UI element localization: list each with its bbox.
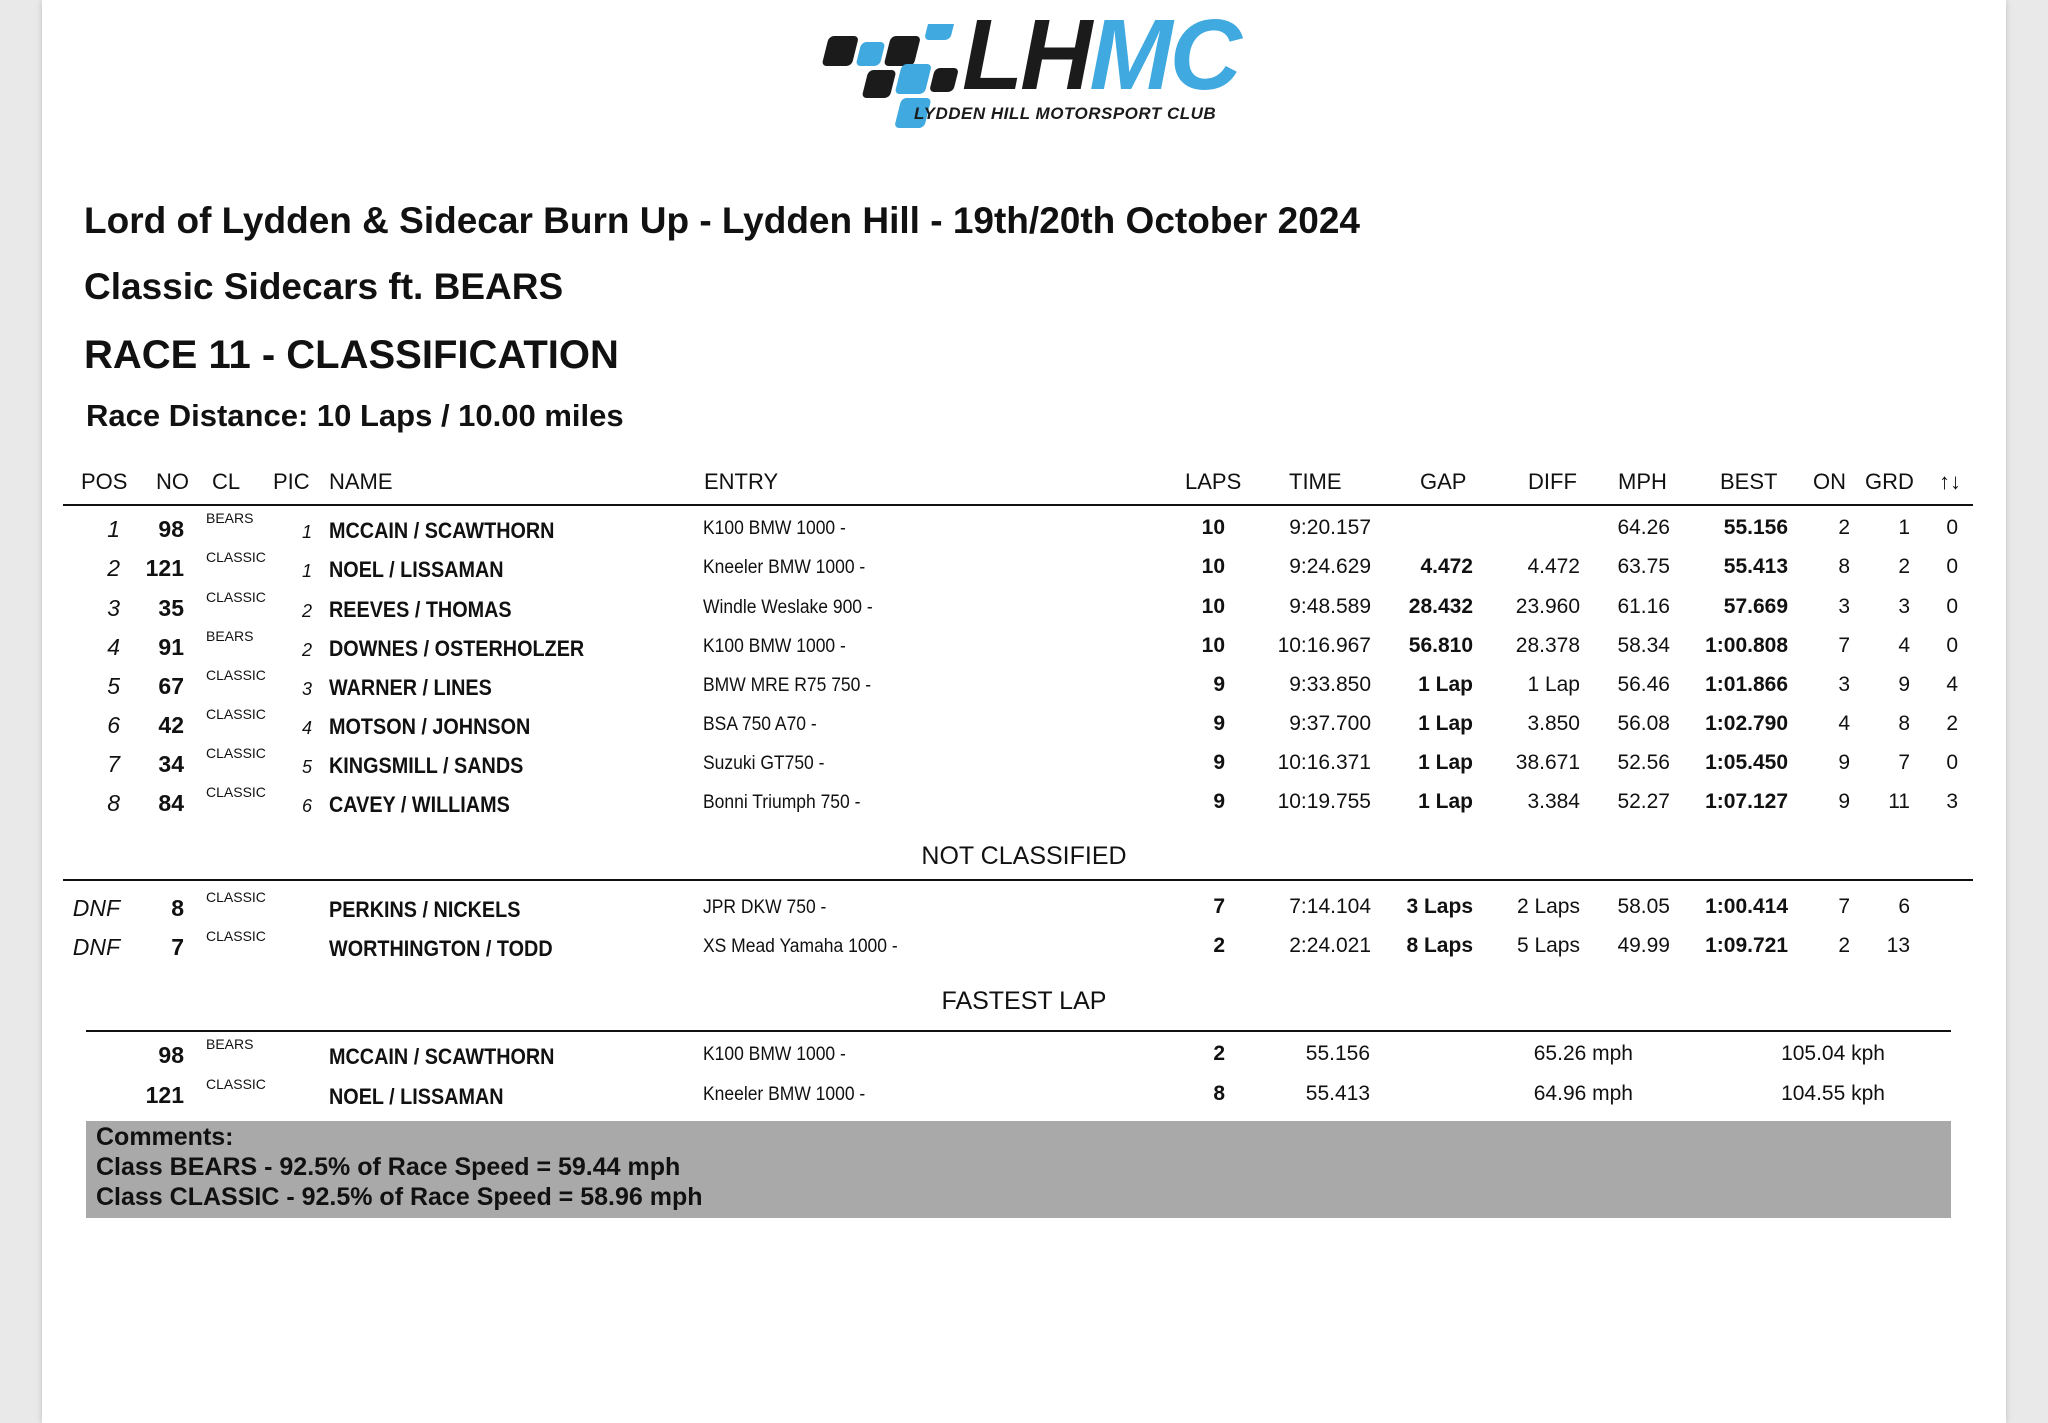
no-cell: 8 — [171, 895, 184, 921]
header-best: BEST — [1720, 469, 1778, 494]
laps-cell: 9 — [1213, 790, 1225, 813]
no-cell: 98 — [158, 516, 184, 542]
header-cl: CL — [212, 469, 241, 494]
on-cell: 2 — [1838, 516, 1850, 539]
header-no: NO — [156, 469, 189, 494]
grd-cell: 1 — [1898, 516, 1910, 539]
pos-cell: DNF — [72, 934, 120, 960]
table-row[interactable] — [0, 889, 2048, 925]
laps-cell: 10 — [1201, 595, 1225, 618]
diff-cell: 1 Lap — [1527, 673, 1580, 696]
gap-cell: 56.810 — [1408, 634, 1473, 657]
moves-cell: 2 — [1946, 712, 1958, 735]
class-cell: CLASSIC — [206, 549, 266, 565]
laps-cell: 9 — [1213, 673, 1225, 696]
header-name: NAME — [329, 469, 393, 494]
gap-cell: 3 Laps — [1406, 895, 1473, 918]
name-cell: REEVES / THOMAS — [329, 597, 512, 622]
header-on: ON — [1813, 469, 1846, 494]
header-time: TIME — [1289, 469, 1342, 494]
race-title: RACE 11 - CLASSIFICATION — [84, 333, 619, 377]
no-cell: 67 — [158, 673, 184, 699]
pic-cell: 3 — [301, 679, 312, 699]
time-cell: 55.156 — [1305, 1042, 1370, 1065]
pos-cell: DNF — [72, 895, 120, 921]
time-cell: 9:48.589 — [1289, 595, 1371, 618]
laps-cell: 10 — [1201, 555, 1225, 578]
table-row[interactable] — [0, 667, 2048, 703]
table-row[interactable] — [0, 510, 2048, 546]
comment-line-bears: Class BEARS - 92.5% of Race Speed = 59.44 mph — [96, 1153, 681, 1181]
lap-cell: 8 — [1213, 1082, 1225, 1105]
best-cell: 55.156 — [1723, 516, 1788, 539]
grd-cell: 6 — [1898, 895, 1910, 918]
time-cell: 10:16.967 — [1277, 634, 1371, 657]
gap-cell: 1 Lap — [1418, 712, 1473, 735]
best-cell: 55.413 — [1723, 555, 1788, 578]
mph-cell: 56.08 — [1617, 712, 1670, 735]
header-divider — [63, 504, 1973, 506]
pic-cell: 2 — [301, 601, 312, 621]
mph-cell: 63.75 — [1617, 555, 1670, 578]
pos-cell: 6 — [107, 712, 120, 738]
entry-cell: JPR DKW 750 - — [703, 897, 827, 918]
club-logo — [820, 0, 1240, 130]
pic-cell: 5 — [301, 757, 312, 777]
best-cell: 57.669 — [1723, 595, 1788, 618]
header-pic: PIC — [273, 469, 310, 494]
name-cell: MOTSON / JOHNSON — [329, 714, 531, 739]
entry-cell: Windle Weslake 900 - — [703, 597, 873, 618]
on-cell: 3 — [1838, 673, 1850, 696]
header-diff: DIFF — [1528, 469, 1577, 494]
time-cell: 9:24.629 — [1289, 555, 1371, 578]
table-row[interactable] — [0, 784, 2048, 820]
grd-cell: 7 — [1898, 751, 1910, 774]
mph-cell: 64.26 — [1617, 516, 1670, 539]
laps-cell: 10 — [1201, 516, 1225, 539]
grd-cell: 3 — [1898, 595, 1910, 618]
name-cell: DOWNES / OSTERHOLZER — [329, 636, 585, 661]
table-row[interactable] — [0, 745, 2048, 781]
grd-cell: 13 — [1886, 934, 1910, 957]
comment-line-classic: Class CLASSIC - 92.5% of Race Speed = 58.96 mph — [96, 1183, 703, 1211]
pos-cell: 1 — [107, 516, 120, 542]
pic-cell: 6 — [301, 796, 312, 816]
entry-cell: K100 BMW 1000 - — [703, 1044, 846, 1065]
diff-cell: 4.472 — [1527, 555, 1580, 578]
mph-cell: 52.56 — [1617, 751, 1670, 774]
entry-cell: XS Mead Yamaha 1000 - — [703, 936, 898, 957]
moves-cell: 0 — [1946, 516, 1958, 539]
pic-cell: 1 — [301, 561, 312, 581]
on-cell: 3 — [1838, 595, 1850, 618]
entry-cell: K100 BMW 1000 - — [703, 518, 846, 539]
not-classified-label: NOT CLASSIFIED — [921, 842, 1127, 870]
mph-cell: 58.34 — [1617, 634, 1670, 657]
moves-cell: 0 — [1946, 634, 1958, 657]
mph-cell: 64.96 mph — [1533, 1082, 1633, 1105]
no-cell: 34 — [158, 751, 184, 777]
on-cell: 7 — [1838, 634, 1850, 657]
best-cell: 1:05.450 — [1705, 751, 1788, 774]
entry-cell: Bonni Triumph 750 - — [703, 792, 861, 813]
gap-cell: 1 Lap — [1418, 790, 1473, 813]
name-cell: MCCAIN / SCAWTHORN — [329, 1044, 555, 1069]
name-cell: WARNER / LINES — [329, 675, 492, 700]
diff-cell: 28.378 — [1515, 634, 1580, 657]
class-title: Classic Sidecars ft. BEARS — [84, 266, 564, 307]
pic-cell: 1 — [301, 522, 312, 542]
on-cell: 9 — [1838, 751, 1850, 774]
header-gap: GAP — [1420, 469, 1467, 494]
class-cell: CLASSIC — [206, 889, 266, 905]
name-cell: PERKINS / NICKELS — [329, 897, 521, 922]
no-cell: 121 — [145, 1082, 184, 1108]
time-cell: 55.413 — [1305, 1082, 1370, 1105]
diff-cell: 3.850 — [1527, 712, 1580, 735]
name-cell: NOEL / LISSAMAN — [329, 1084, 504, 1109]
table-row[interactable] — [0, 1076, 2048, 1112]
no-cell: 42 — [158, 712, 184, 738]
diff-cell: 3.384 — [1527, 790, 1580, 813]
best-cell: 1:09.721 — [1705, 934, 1788, 957]
entry-cell: BSA 750 A70 - — [703, 714, 817, 735]
comments-heading: Comments: — [96, 1123, 234, 1151]
class-cell: BEARS — [206, 628, 254, 644]
header-entry: ENTRY — [704, 469, 779, 494]
lap-cell: 2 — [1213, 1042, 1225, 1065]
moves-cell: 0 — [1946, 555, 1958, 578]
logo-text-blue: MC — [1089, 0, 1239, 111]
grd-cell: 11 — [1888, 790, 1910, 813]
on-cell: 8 — [1838, 555, 1850, 578]
fastest-lap-divider — [86, 1030, 1951, 1032]
gap-cell: 1 Lap — [1418, 751, 1473, 774]
comments-box — [86, 1121, 1951, 1218]
on-cell: 2 — [1838, 934, 1850, 957]
header-mph: MPH — [1618, 469, 1667, 494]
mph-cell: 56.46 — [1617, 673, 1670, 696]
entry-cell: Suzuki GT750 - — [703, 753, 825, 774]
name-cell: MCCAIN / SCAWTHORN — [329, 518, 555, 543]
gap-cell: 28.432 — [1408, 595, 1473, 618]
class-cell: CLASSIC — [206, 1076, 266, 1092]
class-cell: CLASSIC — [206, 706, 266, 722]
diff-cell: 2 Laps — [1516, 895, 1580, 918]
table-row[interactable] — [0, 928, 2048, 964]
best-cell: 1:01.866 — [1705, 673, 1788, 696]
time-cell: 9:33.850 — [1289, 673, 1371, 696]
moves-cell: 3 — [1946, 790, 1958, 813]
pos-cell: 7 — [107, 751, 120, 777]
time-cell: 9:37.700 — [1289, 712, 1371, 735]
no-cell: 7 — [171, 934, 184, 960]
class-cell: CLASSIC — [206, 667, 266, 683]
time-cell: 10:16.371 — [1277, 751, 1371, 774]
moves-cell: 4 — [1946, 673, 1958, 696]
on-cell: 9 — [1838, 790, 1850, 813]
class-cell: BEARS — [206, 1036, 254, 1052]
time-cell: 7:14.104 — [1289, 895, 1371, 918]
grd-cell: 9 — [1898, 673, 1910, 696]
pos-cell: 3 — [107, 595, 120, 621]
pic-cell: 2 — [301, 640, 312, 660]
mph-cell: 65.26 mph — [1533, 1042, 1633, 1065]
kph-cell: 105.04 kph — [1781, 1042, 1885, 1065]
kph-cell: 104.55 kph — [1781, 1082, 1885, 1105]
laps-cell: 7 — [1213, 895, 1225, 918]
header-grd: GRD — [1865, 469, 1914, 494]
logo-subtitle: LYDDEN HILL MOTORSPORT CLUB — [914, 104, 1217, 123]
entry-cell: BMW MRE R75 750 - — [703, 675, 872, 696]
grd-cell: 4 — [1898, 634, 1910, 657]
laps-cell: 9 — [1213, 712, 1225, 735]
header-laps: LAPS — [1185, 469, 1242, 494]
name-cell: NOEL / LISSAMAN — [329, 557, 504, 582]
pos-cell: 2 — [107, 555, 120, 581]
laps-cell: 10 — [1201, 634, 1225, 657]
best-cell: 1:07.127 — [1705, 790, 1788, 813]
not-classified-divider — [63, 879, 1973, 881]
laps-cell: 2 — [1213, 934, 1225, 957]
no-cell: 98 — [158, 1042, 184, 1068]
grd-cell: 8 — [1898, 712, 1910, 735]
no-cell: 121 — [145, 555, 184, 581]
logo-wordmark — [962, 0, 1239, 110]
time-cell: 2:24.021 — [1289, 934, 1371, 957]
gap-cell: 1 Lap — [1418, 673, 1473, 696]
pic-cell: 4 — [301, 718, 312, 738]
class-cell: CLASSIC — [206, 928, 266, 944]
mph-cell: 61.16 — [1617, 595, 1670, 618]
fastest-lap-label: FASTEST LAP — [941, 987, 1107, 1015]
mph-cell: 52.27 — [1617, 790, 1670, 813]
table-row[interactable] — [0, 589, 2048, 625]
table-row[interactable] — [0, 628, 2048, 664]
class-cell: CLASSIC — [206, 589, 266, 605]
pos-cell: 8 — [107, 790, 120, 816]
name-cell: KINGSMILL / SANDS — [329, 753, 524, 778]
entry-cell: Kneeler BMW 1000 - — [703, 1084, 866, 1105]
class-cell: CLASSIC — [206, 745, 266, 761]
on-cell: 4 — [1838, 712, 1850, 735]
best-cell: 1:02.790 — [1705, 712, 1788, 735]
name-cell: WORTHINGTON / TODD — [329, 936, 553, 961]
logo-text-dark: LH — [962, 0, 1090, 111]
race-distance: Race Distance: 10 Laps / 10.00 miles — [86, 398, 624, 433]
header-pos: POS — [81, 469, 128, 494]
table-row[interactable] — [0, 549, 2048, 585]
diff-cell: 5 Laps — [1516, 934, 1580, 957]
table-row[interactable] — [0, 706, 2048, 742]
time-cell: 10:19.755 — [1277, 790, 1371, 813]
class-cell: CLASSIC — [206, 784, 266, 800]
event-title: Lord of Lydden & Sidecar Burn Up - Lydden Hill - 19th/20th October 2024 — [84, 200, 1360, 241]
name-cell: CAVEY / WILLIAMS — [329, 792, 510, 817]
no-cell: 91 — [158, 634, 184, 660]
gap-cell: 4.472 — [1420, 555, 1473, 578]
diff-cell: 38.671 — [1515, 751, 1580, 774]
moves-cell: 0 — [1946, 595, 1958, 618]
entry-cell: Kneeler BMW 1000 - — [703, 557, 866, 578]
gap-cell: 8 Laps — [1406, 934, 1473, 957]
moves-cell: 0 — [1946, 751, 1958, 774]
diff-cell: 23.960 — [1515, 595, 1580, 618]
best-cell: 1:00.808 — [1705, 634, 1788, 657]
no-cell: 84 — [158, 790, 184, 816]
no-cell: 35 — [158, 595, 184, 621]
on-cell: 7 — [1838, 895, 1850, 918]
grd-cell: 2 — [1898, 555, 1910, 578]
best-cell: 1:00.414 — [1705, 895, 1788, 918]
pos-cell: 4 — [107, 634, 120, 660]
mph-cell: 58.05 — [1617, 895, 1670, 918]
table-row[interactable] — [0, 1036, 2048, 1072]
entry-cell: K100 BMW 1000 - — [703, 636, 846, 657]
laps-cell: 9 — [1213, 751, 1225, 774]
time-cell: 9:20.157 — [1289, 516, 1371, 539]
mph-cell: 49.99 — [1617, 934, 1670, 957]
class-cell: BEARS — [206, 510, 254, 526]
pos-cell: 5 — [107, 673, 120, 699]
header-moves: ↑↓ — [1939, 469, 1961, 494]
